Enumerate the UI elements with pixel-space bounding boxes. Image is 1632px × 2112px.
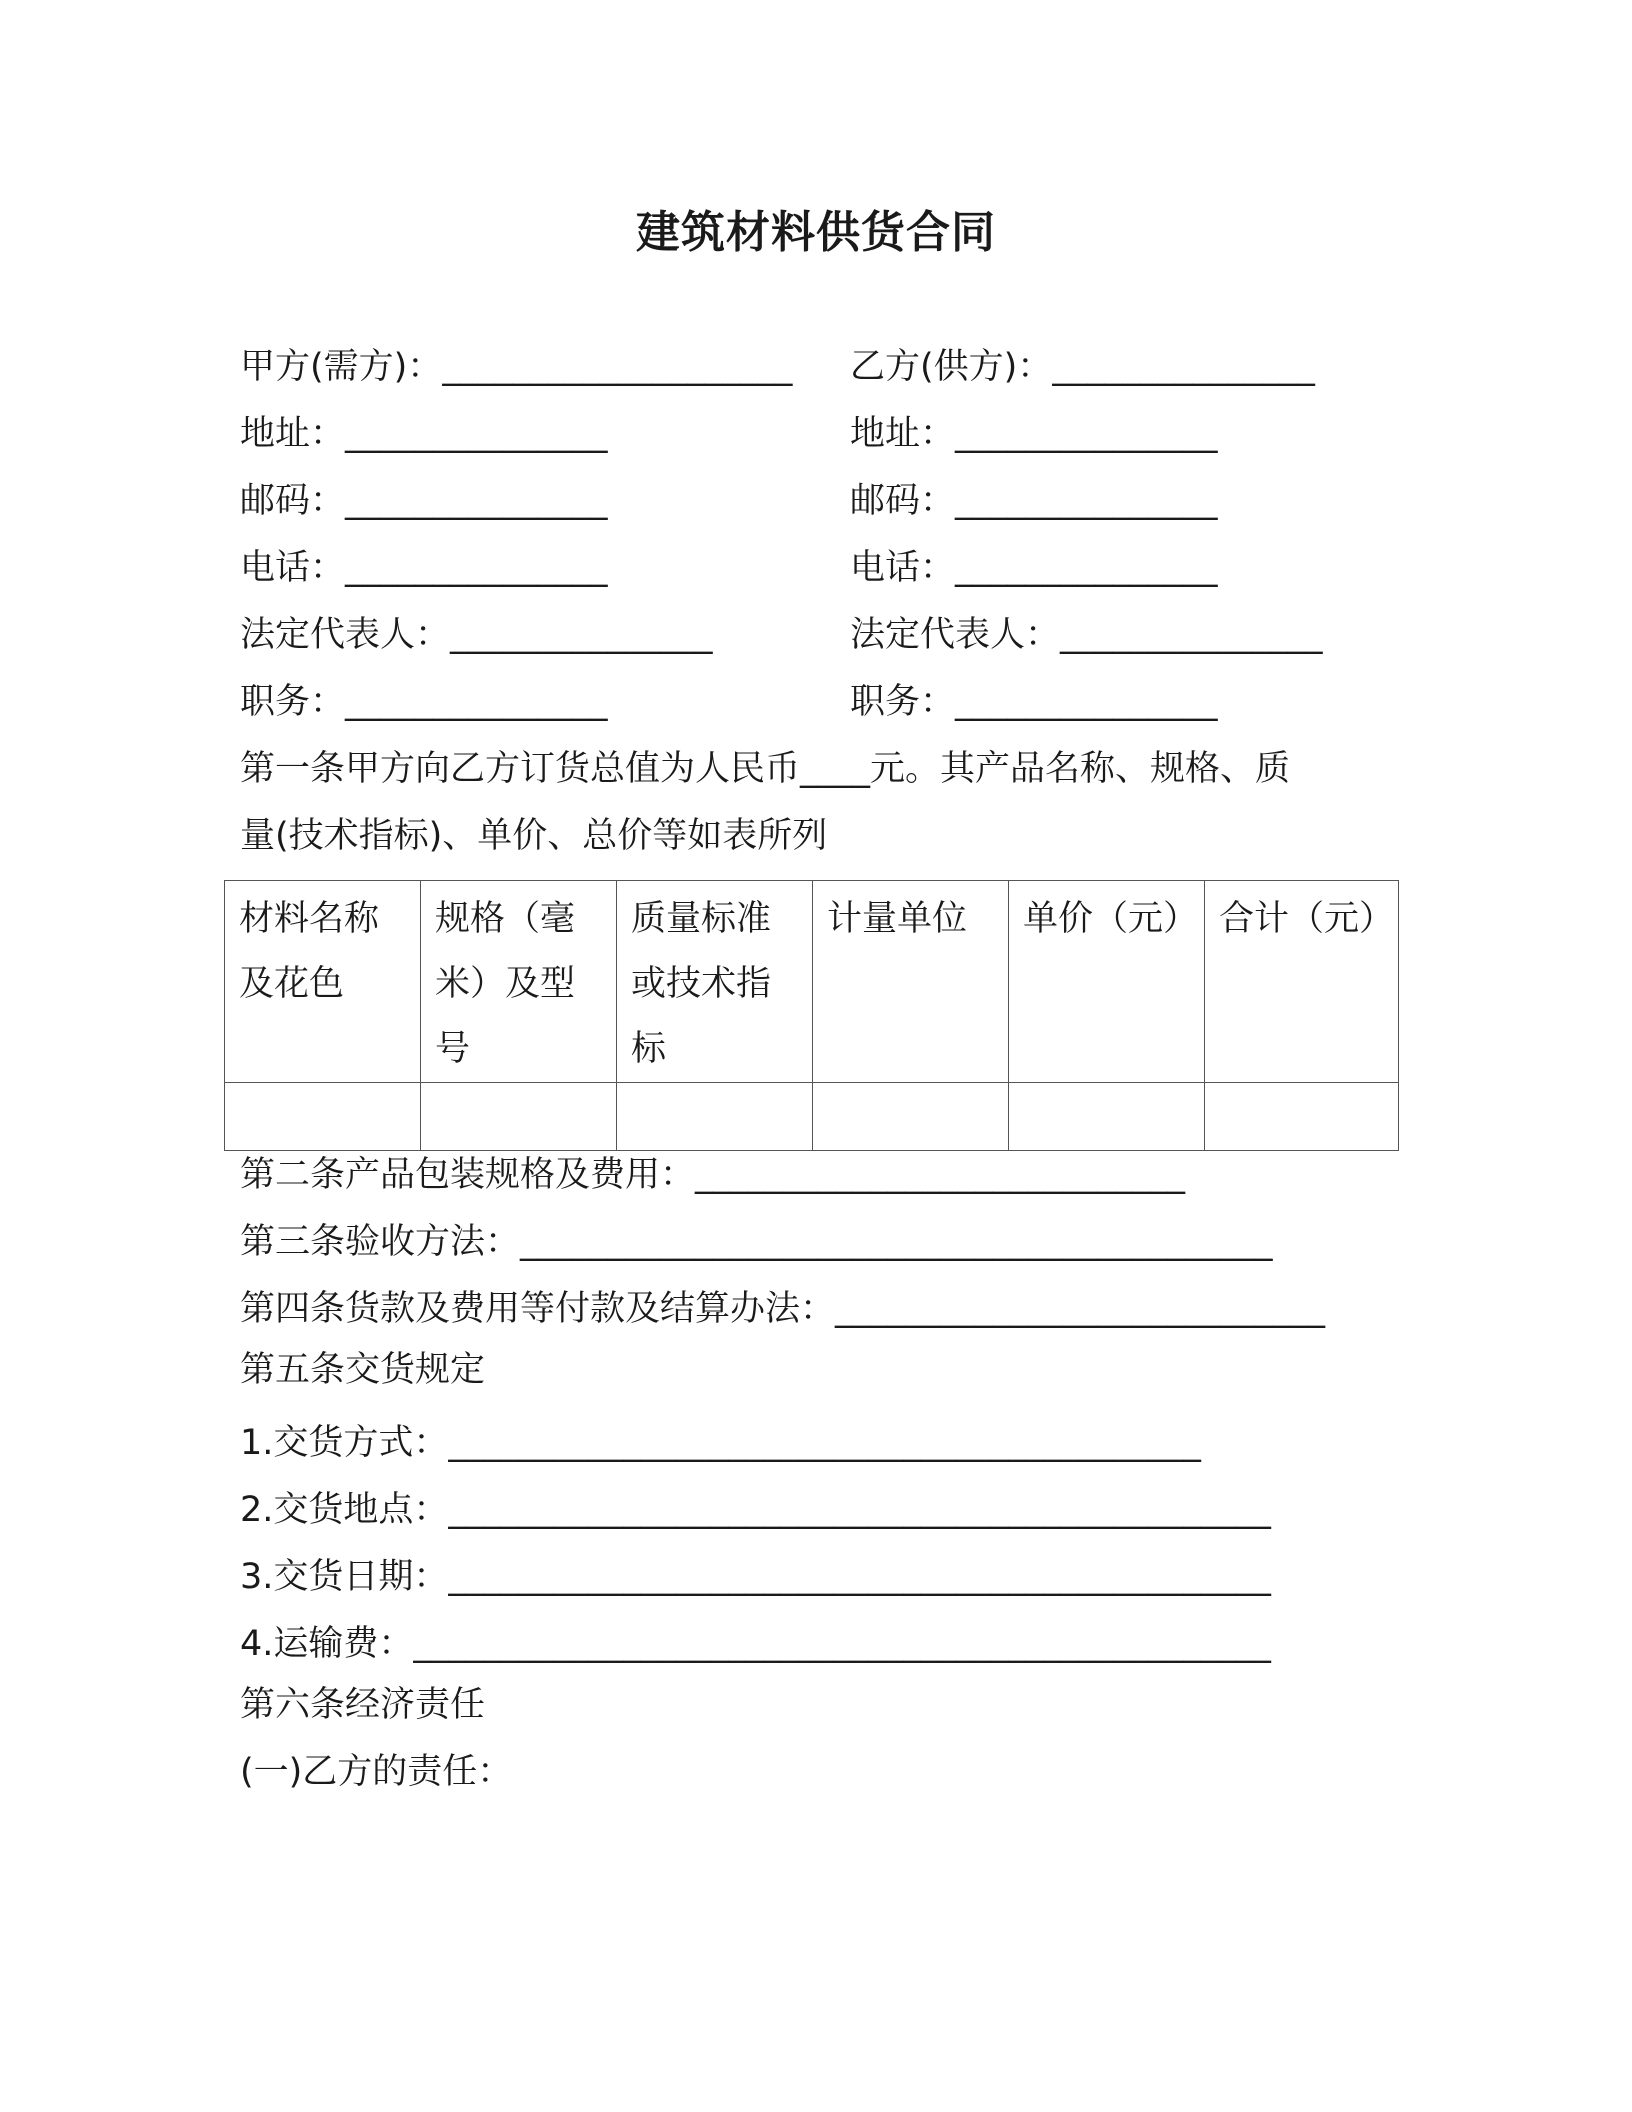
delivery-date (240, 1552, 1271, 1602)
header-material-name: 材料名称及花色 (225, 881, 421, 1083)
party-b-name-blank[interactable]: _______________ (1052, 347, 1315, 387)
party-b-phone (850, 543, 1218, 593)
article-2 (240, 1150, 1185, 1200)
delivery-method (240, 1418, 1201, 1468)
header-unit-price: 单价（元） (1009, 881, 1205, 1083)
shipping-fee (240, 1619, 1271, 1669)
position-blank[interactable]: _______________ (955, 682, 1218, 722)
party-b-label: 乙方(供方)： (850, 347, 1053, 387)
article-4 (240, 1284, 1325, 1334)
table-cell[interactable] (1205, 1083, 1399, 1151)
party-a-heading (240, 342, 792, 392)
phone-blank[interactable]: _______________ (955, 548, 1218, 588)
article-1-line-1: 第一条甲方向乙方订货总值为人民币____元。其产品名称、规格、质 (240, 749, 1291, 789)
article-2-label: 第二条产品包装规格及费用： (240, 1155, 696, 1195)
party-a-legal-rep (240, 610, 713, 660)
field-label: 邮码： (240, 481, 346, 521)
address-blank[interactable]: _______________ (955, 414, 1218, 454)
materials-table (224, 880, 1399, 1151)
article-3-blank[interactable]: ___________________________________________ (520, 1222, 1273, 1262)
party-a-address (240, 409, 608, 459)
header-total: 合计（元） (1205, 881, 1399, 1083)
field-label: 邮码： (850, 481, 956, 521)
table-row (225, 1083, 1399, 1151)
party-a-name-blank[interactable]: ____________________ (442, 347, 793, 387)
table-header-row (225, 881, 1399, 1083)
delivery-date-label: 3.交货日期： (240, 1557, 449, 1597)
position-blank[interactable]: _______________ (345, 682, 608, 722)
delivery-location (240, 1485, 1271, 1535)
delivery-method-label: 1.交货方式： (240, 1423, 449, 1463)
field-label: 地址： (240, 414, 346, 454)
table-cell[interactable] (813, 1083, 1009, 1151)
party-a-position (240, 677, 608, 727)
field-label: 法定代表人： (850, 615, 1061, 655)
article-4-blank[interactable]: ____________________________ (835, 1289, 1326, 1329)
table-cell[interactable] (1009, 1083, 1205, 1151)
delivery-location-label: 2.交货地点： (240, 1490, 449, 1530)
header-unit: 计量单位 (813, 881, 1009, 1083)
table-cell[interactable] (225, 1083, 421, 1151)
field-label: 职务： (240, 682, 346, 722)
postcode-blank[interactable]: _______________ (955, 481, 1218, 521)
legal-rep-blank[interactable]: _______________ (1060, 615, 1323, 655)
phone-blank[interactable]: _______________ (345, 548, 608, 588)
party-b-responsibility: (一)乙方的责任： (240, 1752, 513, 1792)
article-4-label: 第四条货款及费用等付款及结算办法： (240, 1289, 836, 1329)
party-b-position (850, 677, 1218, 727)
article-3 (240, 1217, 1273, 1267)
document-title: 建筑材料供货合同 (636, 207, 996, 258)
party-a-phone (240, 543, 608, 593)
header-specification: 规格（毫米）及型号 (421, 881, 617, 1083)
party-b-address (850, 409, 1218, 459)
shipping-fee-blank[interactable]: _________________________________________________ (413, 1624, 1271, 1664)
delivery-date-blank[interactable]: _______________________________________________ (448, 1557, 1271, 1597)
article-3-label: 第三条验收方法： (240, 1222, 521, 1262)
field-label: 法定代表人： (240, 615, 451, 655)
legal-rep-blank[interactable]: _______________ (450, 615, 713, 655)
party-a-postcode (240, 476, 608, 526)
shipping-fee-label: 4.运输费： (240, 1624, 414, 1664)
party-a-label: 甲方(需方)： (240, 347, 443, 387)
article-5-heading: 第五条交货规定 (240, 1350, 486, 1390)
table-cell[interactable] (421, 1083, 617, 1151)
field-label: 电话： (850, 548, 956, 588)
party-b-heading (850, 342, 1315, 392)
delivery-method-blank[interactable]: ___________________________________________ (448, 1423, 1201, 1463)
article-6-heading: 第六条经济责任 (240, 1685, 486, 1725)
field-label: 职务： (850, 682, 956, 722)
postcode-blank[interactable]: _______________ (345, 481, 608, 521)
party-b-legal-rep (850, 610, 1323, 660)
field-label: 地址： (850, 414, 956, 454)
address-blank[interactable]: _______________ (345, 414, 608, 454)
header-quality-standard: 质量标准或技术指标 (617, 881, 813, 1083)
field-label: 电话： (240, 548, 346, 588)
article-1-line-2: 量(技术指标)、单价、总价等如表所列 (240, 816, 828, 856)
party-b-postcode (850, 476, 1218, 526)
article-2-blank[interactable]: ____________________________ (695, 1155, 1186, 1195)
delivery-location-blank[interactable]: _______________________________________________ (448, 1490, 1271, 1530)
table-cell[interactable] (617, 1083, 813, 1151)
